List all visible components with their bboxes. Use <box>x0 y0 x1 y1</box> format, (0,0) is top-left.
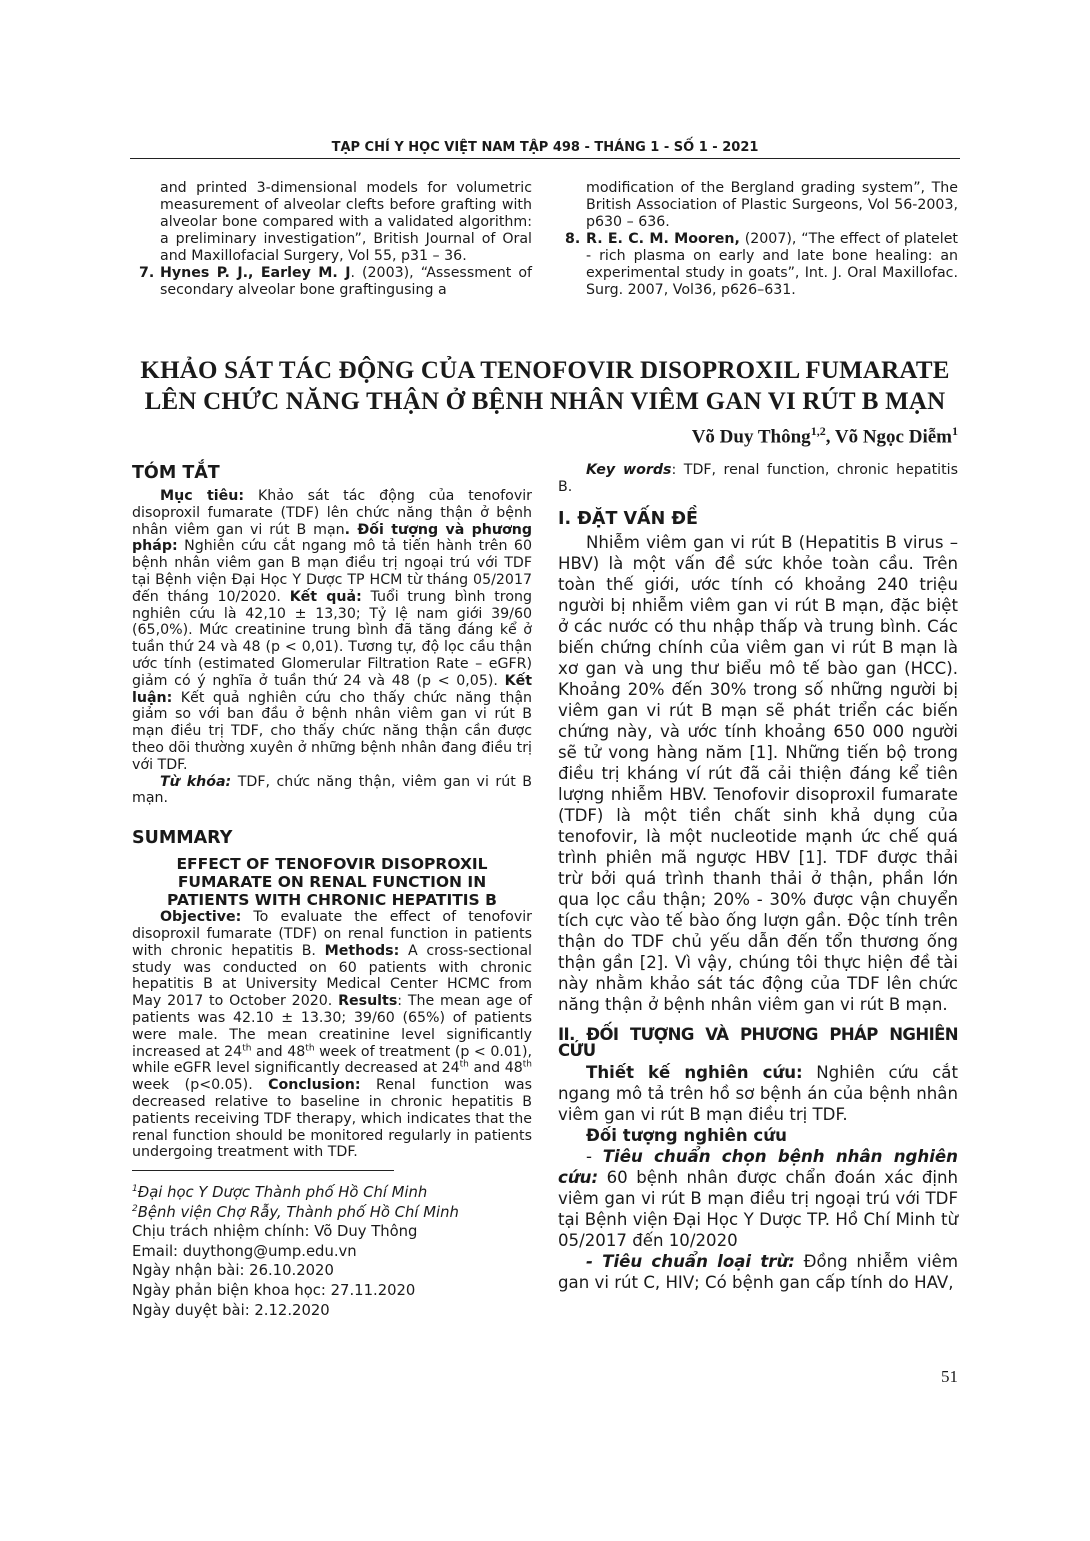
summary-title: EFFECT OF TENOFOVIR DISOPROXIL FUMARATE ON RENAL FUNCTION IN PATIENTS WITH CHRONIC HEPATITIS B <box>167 855 497 910</box>
reference-authors: Hynes P. J., Earley M. J <box>160 265 351 281</box>
label: Methods: <box>324 942 400 959</box>
reference-text: (2007), “The effect of platelet - rich plasma on early and late bone healing: an experimental study in goats”, Int. J. Oral Maxillofac. Surg. 2007, Vol36, p626–631. <box>586 231 958 298</box>
text: 60 bệnh nhân được chẩn đoán xác định viêm gan vi rút B mạn điều trị ngoại trú với TDF tại Bệnh viện Đại Học Y Dược TP. Hồ Chí Minh từ 05/2017 đến 10/2020 <box>558 1168 958 1251</box>
page-number: 51 <box>941 1367 958 1386</box>
abstract-heading: TÓM TẮT <box>132 463 220 483</box>
reference-authors: R. E. C. M. Mooren, <box>586 231 740 247</box>
inclusion-criteria <box>558 1146 958 1251</box>
subheading <box>558 1125 958 1146</box>
label: - Tiêu chuẩn loại trừ: <box>586 1252 795 1272</box>
label: Kết quả: <box>289 588 362 605</box>
reference-8 <box>558 231 958 299</box>
keywords-vi <box>132 774 532 808</box>
text: Kết quả nghiên cứu cho thấy chức năng thận giảm so với ban đầu ở bệnh nhân viêm gan vi rút B mạn điều trị TDF, cho thấy chức năng thận cần được theo dõi thường xuyên ở những bệnh nhân đang điều trị với TDF. <box>132 689 532 773</box>
reference-text: . (2003), “Assessment of secondary alveolar bone graftingusing a <box>160 265 532 298</box>
exclusion-criteria <box>558 1251 958 1293</box>
email: Email: duythong@ump.edu.vn <box>132 1242 357 1260</box>
abstract-en <box>132 909 532 1161</box>
affiliation <box>132 1183 532 1203</box>
reference-continuation: modification of the Bergland grading system”, The British Association of Plastic Surgeons, Vol 56-2003, p630 – 636. <box>586 180 958 230</box>
text: and 48 <box>468 1060 523 1077</box>
reference-number: 7. <box>139 265 155 281</box>
text: Renal function was decreased relative to baseline in chronic hepatitis B patients receiving TDF therapy, which indicates that the renal function should be monitored regularly in patients undergoing treatment with TDF. <box>132 1077 532 1161</box>
summary-heading: SUMMARY <box>132 828 233 849</box>
text: Nghiên cứu cắt ngang mô tả tiến hành trên 60 bệnh nhân viêm gan B mạn điều trị ngoại trú với TDF tại Bệnh viện Đại Học Y Dược TP HCM từ tháng 05/2017 đến tháng 10/2020. <box>132 538 532 605</box>
date-reviewed: Ngày phản biện khoa học: 27.11.2020 <box>132 1281 416 1299</box>
header-rule <box>130 158 960 159</box>
text: Đại học Y Dược Thành phố Hồ Chí Minh <box>137 1184 428 1201</box>
title-line: LÊN CHỨC NĂNG THẬN Ở BỆNH NHÂN VIÊM GAN VI RÚT B MẠN <box>144 388 946 415</box>
label: Tiêu chuẩn chọn bệnh nhân nghiên cứu: <box>558 1147 958 1188</box>
reference-7 <box>132 265 532 299</box>
section-body: Nhiễm viêm gan vi rút B (Hepatitis B virus – HBV) là một vấn đề sức khỏe toàn cầu. Trên toàn thế giới, ước tính có khoảng 240 triệu người bị nhiễm viêm gan vi rút B mạn, đặc biệt ở các nước có thu nhập thấp và trung bình. Các biến chứng chính của viêm gan vi rút B mạn là xơ gan và ung thư biểu mô tế bào gan (HCC). Khoảng 20% đến 30% trong số những người bị viêm gan vi rút B mạn sẽ phát triển các biến chứng này, và ước tính khoảng 650 000 người sẽ tử vong hàng năm [1]. Những tiến bộ trong điều trị kháng ví rút đã cải thiện đáng kể tiên lượng nhiễm HBV. Tenofovir disoproxil fumarate (TDF) là một tiền chất sinh khả dụng của tenofovir, là một nucleotide mạnh ức chế quá trình phiên mã ngược HBV [1]. TDF được thải trừ bởi quá trình thanh thải ở thận, phần lớn qua lọc cầu thận; 20% - 30% được vận chuyển tích cực vào tế bào ống lượn gần. Độc tính trên thận do TDF chủ yếu dẫn đến tổn thương ống thận gần [2]. Vì vậy, chúng tôi thực hiện đề tài này nhằm khảo sát tác động của TDF lên chức năng thận ở bệnh nhân viêm gan vi rút B mạn. <box>558 532 958 1014</box>
text: Bệnh viện Chợ Rẫy, Thành phố Hồ Chí Minh <box>137 1203 459 1221</box>
left-column <box>132 462 532 1161</box>
text: Khảo sát tác động của tenofovir disoproxil fumarate (TDF) lên chức năng thận ở bệnh nhân viêm gan vi rút B mạn <box>132 488 533 538</box>
text: Đồng nhiễm viêm gan vi rút C, HIV; Có bệnh gan cấp tính do HAV, <box>558 1252 958 1293</box>
references-right <box>558 180 958 299</box>
text: TDF, chức năng thận, viêm gan vi rút B mạn. <box>132 773 532 807</box>
footnotes <box>132 1183 532 1320</box>
author-name: Võ Ngọc Diễm <box>834 426 952 448</box>
superscript: th <box>305 1042 315 1053</box>
references-left <box>132 180 532 299</box>
author-name: Võ Duy Thông <box>691 426 811 448</box>
text: To evaluate the effect of tenofovir disoproxil fumarate (TDF) on renal function in patients with chronic hepatitis B. <box>132 909 532 959</box>
reference-number: 8. <box>565 231 581 247</box>
authors <box>692 424 958 448</box>
label: Key words <box>586 462 672 478</box>
superscript: 1 <box>132 1184 138 1195</box>
superscript: th <box>242 1042 252 1053</box>
superscript: th <box>459 1059 469 1070</box>
text: : The mean age of patients was 42.10 ± 13.30; 39/60 (65%) of patients were male. The mean creatinine level significantly increased at 24 <box>132 993 532 1060</box>
label: Objective: <box>160 909 242 926</box>
date-approved: Ngày duyệt bài: 2.12.2020 <box>132 1301 330 1319</box>
article-title <box>140 355 950 417</box>
text: - <box>586 1147 603 1167</box>
author-affiliation: 1,2 <box>810 424 826 438</box>
text: and 48 <box>251 1043 306 1060</box>
label: . Đối tượng và phương pháp: <box>132 521 532 555</box>
text: week of treatment (p < 0.01), while eGFR level significantly decreased at 24 <box>132 1043 533 1077</box>
label: Conclusion: <box>268 1077 361 1094</box>
corresponding-author: Chịu trách nhiệm chính: Võ Duy Thông <box>132 1223 418 1241</box>
date-received: Ngày nhận bài: 26.10.2020 <box>132 1262 334 1280</box>
label: Results <box>338 993 398 1010</box>
label: Mục tiêu: <box>160 488 245 504</box>
text: A cross-sectional study was conducted on 60 patients with chronic hepatitis B at University Medical Center HCMC from May 2017 to October 2020. <box>132 942 532 1010</box>
superscript: 2 <box>132 1203 138 1214</box>
keywords-en <box>558 462 958 496</box>
study-design <box>558 1062 958 1125</box>
label: Thiết kế nghiên cứu: <box>586 1063 803 1083</box>
journal-header: TẠP CHÍ Y HỌC VIỆT NAM TẬP 498 - THÁNG 1 - SỐ 1 - 2021 <box>331 140 759 155</box>
author-affiliation: 1 <box>952 424 958 438</box>
right-column <box>558 462 958 1293</box>
title-line: KHẢO SÁT TÁC ĐỘNG CỦA TENOFOVIR DISOPROXIL FUMARATE <box>140 357 950 384</box>
text: : TDF, renal function, chronic hepatitis B. <box>558 462 958 495</box>
section-heading: II. ĐỐI TƯỢNG VÀ PHƯƠNG PHÁP NGHIÊN CỨU <box>558 1024 958 1061</box>
superscript: th <box>522 1059 532 1070</box>
label: Kết luận: <box>132 672 532 706</box>
reference-continuation: and printed 3-dimensional models for volumetric measurement of alveolar clefts before grafting with alveolar bone compared with a validated algorithm: a preliminary investigation”, British Journal of Oral and Maxillofacial Surgery, Vol 55, p31 – 36. <box>160 180 532 264</box>
text: Nghiên cứu cắt ngang mô tả trên hồ sơ bệnh án của bệnh nhân viêm gan vi rút B mạn điều trị TDF. <box>558 1063 958 1125</box>
label: Đối tượng nghiên cứu <box>586 1126 787 1146</box>
author-separator: , <box>825 426 835 448</box>
footnote-rule <box>132 1170 394 1171</box>
text: Tuổi trung bình trong nghiên cứu là 42,10 ± 13,30; Tỷ lệ nam giới 39/60 (65,0%). Mức creatinine trung bình đã tăng đáng kể ở tuần thứ 24 và 48 (p < 0,01). Tương tự, độ lọc cầu thận ước tính (estimated Glomerular Filtration Rate – eGFR) giảm có ý nghĩa ở tuần thứ 24 và 48 (p < 0,05). <box>132 588 532 689</box>
text: week (p<0.05). <box>132 1077 269 1094</box>
affiliation <box>132 1203 532 1223</box>
abstract-vi <box>132 488 532 774</box>
label: Từ khóa: <box>160 773 232 790</box>
section-heading: I. ĐẶT VẤN ĐỀ <box>558 508 698 529</box>
